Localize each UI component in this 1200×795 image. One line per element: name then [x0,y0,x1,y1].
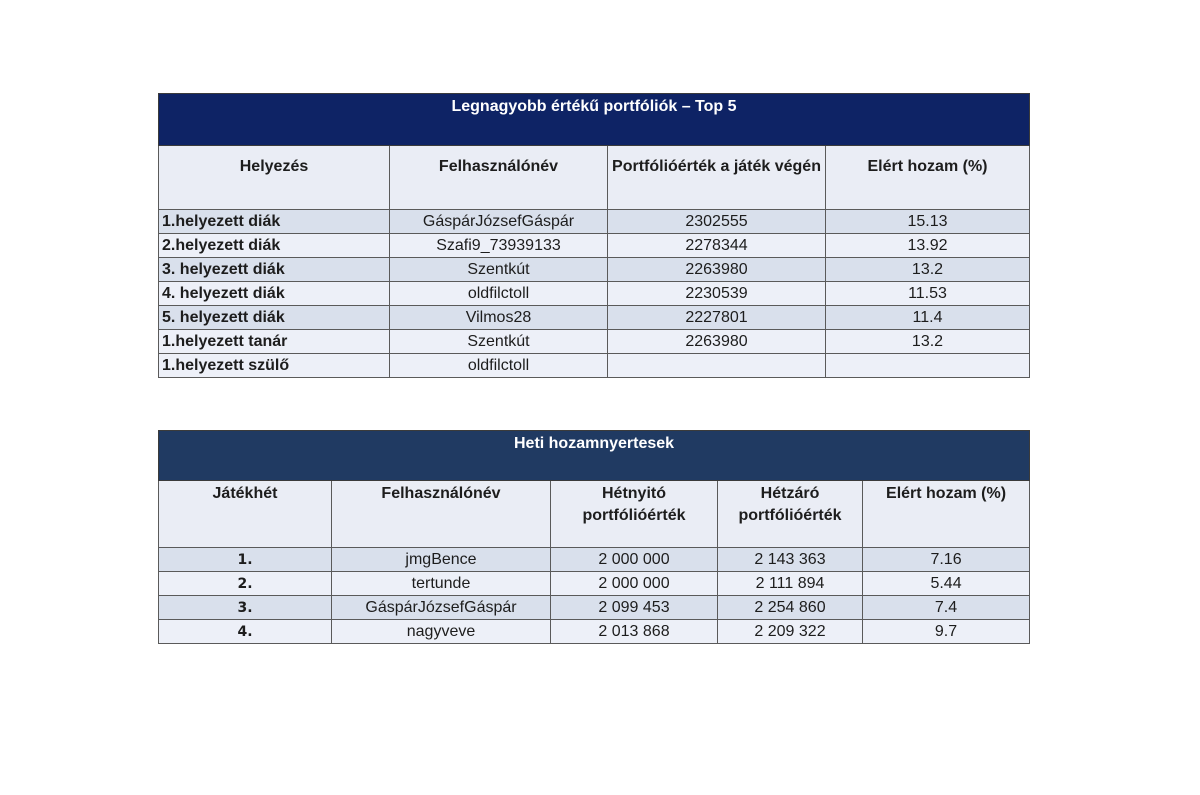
return-cell: 15.13 [826,210,1030,234]
week-cell: 2. [159,572,332,596]
rank-cell: 3. helyezett diák [159,258,390,282]
column-header-week: Játékhét [159,481,332,548]
table-row [159,306,1030,330]
username-cell: oldfilctoll [390,354,608,378]
week-cell: 4. [159,620,332,644]
weekly-winners-table [158,430,1030,644]
table-title-row [159,94,1030,146]
table-row [159,548,1030,572]
table-title-row [159,431,1030,481]
column-header-close-value-text: Hétzáró portfólióérték [738,485,842,524]
close-value-cell: 2 143 363 [718,548,863,572]
return-cell: 7.16 [863,548,1030,572]
table-title: Heti hozamnyertesek [159,431,1030,481]
table-row [159,354,1030,378]
return-cell [826,354,1030,378]
week-cell: 3. [159,596,332,620]
rank-cell: 2.helyezett diák [159,234,390,258]
column-header-open-value [551,481,718,548]
rank-cell: 4. helyezett diák [159,282,390,306]
return-cell: 7.4 [863,596,1030,620]
value-cell: 2278344 [608,234,826,258]
table-row [159,258,1030,282]
value-cell [608,354,826,378]
return-cell: 5.44 [863,572,1030,596]
open-value-cell: 2 000 000 [551,548,718,572]
column-header-close-value [718,481,863,548]
column-header-row [159,146,1030,210]
column-header-portfolio-value: Portfólióérték a játék végén [608,146,826,210]
close-value-cell: 2 209 322 [718,620,863,644]
top-portfolios-table [158,93,1030,378]
rank-cell: 1.helyezett diák [159,210,390,234]
open-value-cell: 2 099 453 [551,596,718,620]
table-row [159,282,1030,306]
username-cell: Szentkút [390,258,608,282]
value-cell: 2302555 [608,210,826,234]
rank-cell: 5. helyezett diák [159,306,390,330]
username-cell: Szentkút [390,330,608,354]
table-row [159,210,1030,234]
column-header-rank: Helyezés [159,146,390,210]
close-value-cell: 2 111 894 [718,572,863,596]
column-header-username: Felhasználónév [390,146,608,210]
column-header-row [159,481,1030,548]
column-header-username: Felhasználónév [332,481,551,548]
close-value-cell: 2 254 860 [718,596,863,620]
column-header-return: Elért hozam (%) [863,481,1030,548]
value-cell: 2230539 [608,282,826,306]
username-cell: jmgBence [332,548,551,572]
return-cell: 13.2 [826,258,1030,282]
value-cell: 2263980 [608,258,826,282]
open-value-cell: 2 013 868 [551,620,718,644]
rank-cell: 1.helyezett szülő [159,354,390,378]
username-cell: GáspárJózsefGáspár [390,210,608,234]
return-cell: 13.2 [826,330,1030,354]
table-row [159,330,1030,354]
return-cell: 13.92 [826,234,1030,258]
username-cell: nagyveve [332,620,551,644]
return-cell: 9.7 [863,620,1030,644]
table-row [159,234,1030,258]
return-cell: 11.53 [826,282,1030,306]
value-cell: 2227801 [608,306,826,330]
username-cell: oldfilctoll [390,282,608,306]
username-cell: tertunde [332,572,551,596]
table-row [159,572,1030,596]
username-cell: GáspárJózsefGáspár [332,596,551,620]
rank-cell: 1.helyezett tanár [159,330,390,354]
username-cell: Vilmos28 [390,306,608,330]
week-cell: 1. [159,548,332,572]
table-row [159,620,1030,644]
column-header-return: Elért hozam (%) [826,146,1030,210]
username-cell: Szafi9_73939133 [390,234,608,258]
value-cell: 2263980 [608,330,826,354]
table-row [159,596,1030,620]
open-value-cell: 2 000 000 [551,572,718,596]
column-header-open-value-text: Hétnyitó portfólióérték [582,485,686,524]
return-cell: 11.4 [826,306,1030,330]
table-title: Legnagyobb értékű portfóliók – Top 5 [159,94,1030,146]
